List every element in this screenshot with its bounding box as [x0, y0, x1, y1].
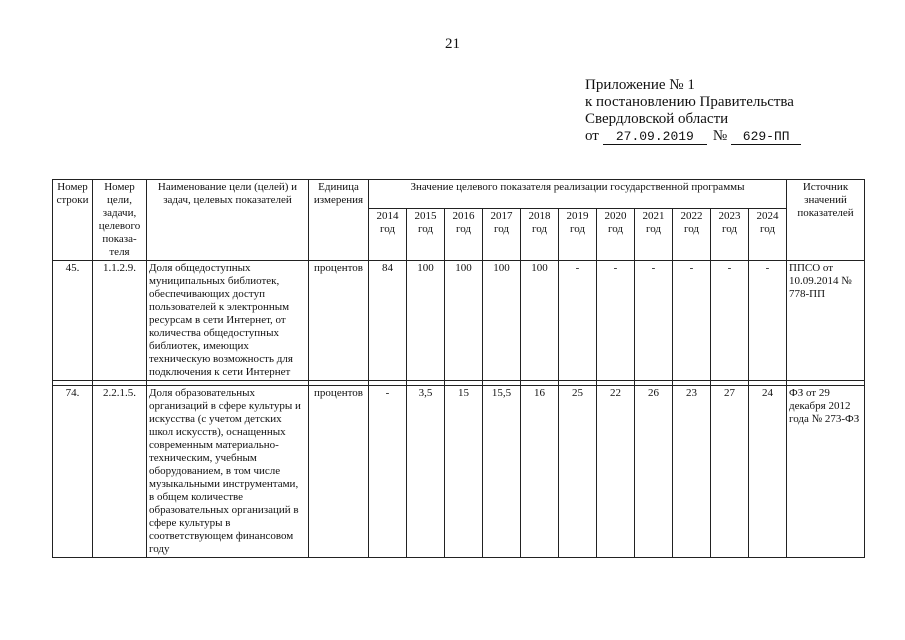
- value-cell: 100: [521, 261, 559, 381]
- value-cell: -: [711, 261, 749, 381]
- value-cell: 26: [635, 386, 673, 558]
- value-cell: -: [559, 261, 597, 381]
- appendix-line-2: к постановлению Правительства: [585, 94, 794, 110]
- goal-number: 1.1.2.9.: [93, 261, 147, 381]
- source: ФЗ от 29 декабря 2012 года № 273-ФЗ: [787, 386, 865, 558]
- value-cell: -: [635, 261, 673, 381]
- goal-number: 2.2.1.5.: [93, 386, 147, 558]
- indicators-table: [52, 179, 865, 558]
- value-cell: 16: [521, 386, 559, 558]
- value-cell: 3,5: [407, 386, 445, 558]
- header-year: 2014 год: [369, 208, 407, 260]
- value-cell: -: [597, 261, 635, 381]
- header-year: 2023 год: [711, 208, 749, 260]
- value-cell: 100: [483, 261, 521, 381]
- order-number: 629-ПП: [731, 130, 801, 145]
- value-cell: 15,5: [483, 386, 521, 558]
- header-year: 2024 год: [749, 208, 787, 260]
- header-year: 2022 год: [673, 208, 711, 260]
- header-year: 2019 год: [559, 208, 597, 260]
- value-cell: 23: [673, 386, 711, 558]
- header-source: Источник значений показателей: [787, 180, 865, 261]
- value-cell: 24: [749, 386, 787, 558]
- header-year: 2017 год: [483, 208, 521, 260]
- value-cell: 100: [407, 261, 445, 381]
- value-cell: -: [369, 386, 407, 558]
- header-year: 2018 год: [521, 208, 559, 260]
- header-year: 2020 год: [597, 208, 635, 260]
- from-label: от: [585, 128, 599, 144]
- indicator-name: Доля образовательных организаций в сфере культуры и искусства (с учетом детских школ искусств), оснащенных современным материально-техническим, учебным оборудованием, в том числе музыкальными инструментами, в общем количестве образовательных организаций в сфере культуры в соответствующем финансовом году: [147, 386, 309, 558]
- header-year: 2015 год: [407, 208, 445, 260]
- value-cell: -: [749, 261, 787, 381]
- header-values-group: Значение целевого показателя реализации государственной программы: [369, 180, 787, 209]
- value-cell: 15: [445, 386, 483, 558]
- header-unit: Единица измерения: [309, 180, 369, 261]
- header-year: 2021 год: [635, 208, 673, 260]
- indicator-name: Доля общедоступных муниципальных библиотек, обеспечивающих доступ пользователей к электронным ресурсам в сети Интернет, от количества общедоступных библиотек, имеющих техническую возможность для подключения к сети Интернет: [147, 261, 309, 381]
- unit: процентов: [309, 261, 369, 381]
- value-cell: 27: [711, 386, 749, 558]
- value-cell: 100: [445, 261, 483, 381]
- order-date: 27.09.2019: [603, 130, 707, 145]
- header-year: 2016 год: [445, 208, 483, 260]
- header-goal-no: Номер цели, задачи, целевого показа-теля: [93, 180, 147, 261]
- order-line: [585, 128, 801, 145]
- value-cell: 22: [597, 386, 635, 558]
- value-cell: 25: [559, 386, 597, 558]
- appendix-line-3: Свердловской области: [585, 111, 729, 127]
- appendix-title: Приложение № 1: [585, 77, 695, 93]
- table-row: [53, 386, 865, 558]
- header-name: Наименование цели (целей) и задач, целевых показателей: [147, 180, 309, 261]
- source: ППСО от 10.09.2014 № 778-ПП: [787, 261, 865, 381]
- header-row-no: Номер строки: [53, 180, 93, 261]
- unit: процентов: [309, 386, 369, 558]
- value-cell: -: [673, 261, 711, 381]
- appendix-block: [585, 77, 801, 145]
- value-cell: 84: [369, 261, 407, 381]
- row-number: 45.: [53, 261, 93, 381]
- page-number: 21: [445, 36, 460, 52]
- number-sign: №: [712, 128, 728, 144]
- row-number: 74.: [53, 386, 93, 558]
- table-row: [53, 261, 865, 381]
